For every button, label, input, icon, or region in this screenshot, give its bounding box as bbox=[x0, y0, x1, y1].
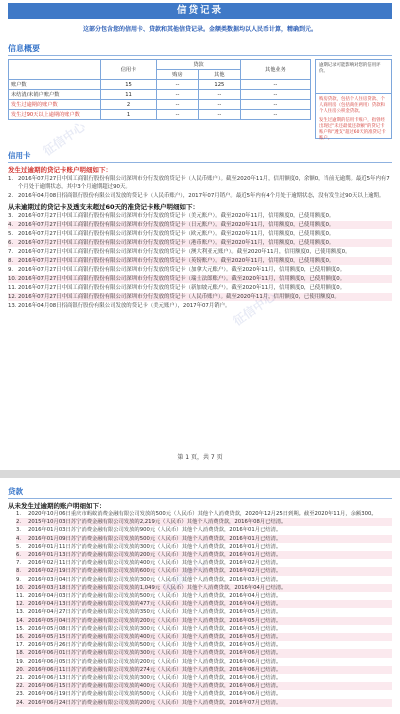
list-item-text: 2016年03月04日苏宁消费金融有限公司发放的300元（人民币）其他个人消费贷款，2016年03月已结清。 bbox=[28, 576, 282, 583]
list-item-number: 7. bbox=[8, 249, 14, 255]
list-item bbox=[8, 175, 392, 191]
list-item bbox=[8, 275, 392, 283]
list-item bbox=[16, 551, 392, 559]
list-item-number: 20. bbox=[16, 666, 25, 673]
loan-no-overdue-head: 从未发生过逾期的账户明细如下： bbox=[8, 502, 106, 510]
list-item bbox=[16, 518, 392, 526]
summary-cell-credit-card: 11 bbox=[101, 90, 157, 100]
watermark: 征信中心 bbox=[230, 289, 278, 329]
page-subtitle: 这部分包含您的信用卡、贷款和其他信贷记录。金额类数据均以人民币计算，精确到元。 bbox=[82, 26, 317, 33]
summary-section-title: 信息概要 bbox=[8, 43, 392, 56]
list-item-number: 14. bbox=[16, 617, 25, 624]
list-item-number: 19. bbox=[16, 658, 25, 665]
list-item-text: 2016年07月27日中国工商银行股份有限公司深圳市分行发放的贷记卡（人民币账户）。截至2020年11月，信用额度0，已使用额度0。 bbox=[18, 294, 340, 300]
list-item-number: 12. bbox=[8, 294, 17, 300]
overdue-head: 发生过逾期的贷记卡账户明细如下： bbox=[8, 166, 112, 174]
note-upper: 逾期记录可能影响对您的信用评价。 bbox=[316, 60, 391, 94]
loan-list bbox=[0, 510, 400, 707]
list-item bbox=[8, 248, 392, 256]
list-item bbox=[8, 230, 392, 238]
list-item-text: 2016年06月15日苏宁消费金融有限公司发放的400元（人民币）其他个人消费贷款，2016年06月已结清。 bbox=[28, 683, 282, 690]
list-item bbox=[16, 526, 392, 534]
list-item bbox=[16, 617, 392, 625]
list-item bbox=[8, 293, 392, 301]
list-item-text: 2016年05月26日苏宁消费金融有限公司发放的500元（人民币）其他个人消费贷款，2016年05月已结清。 bbox=[28, 642, 282, 649]
list-item-number: 5. bbox=[16, 543, 22, 550]
list-item-number: 10. bbox=[8, 276, 17, 282]
summary-cell-other-loan: -- bbox=[198, 100, 240, 110]
list-item-text: 2016年05月15日苏宁消费金融有限公司发放的400元（人民币）其他个人消费贷款，2016年05月已结清。 bbox=[28, 634, 282, 641]
list-item-number: 4. bbox=[16, 535, 22, 542]
summary-cell-other-business: -- bbox=[240, 110, 310, 120]
list-item-text: 2016年03月18日苏宁消费金融有限公司发放的1,049元（人民币）其他个人消费贷款，2016年04月已结清。 bbox=[28, 584, 287, 591]
list-item-number: 18. bbox=[16, 650, 25, 657]
col-other-business: 其他业务 bbox=[240, 60, 310, 80]
list-item-number: 17. bbox=[16, 642, 25, 649]
no-overdue-list bbox=[0, 212, 400, 310]
list-item bbox=[16, 543, 392, 551]
list-item-number: 6. bbox=[8, 240, 14, 246]
list-item-number: 13. bbox=[8, 303, 17, 309]
summary-cell-other-loan: -- bbox=[198, 90, 240, 100]
summary-cell-credit-card: 1 bbox=[101, 110, 157, 120]
list-item-text: 2016年05月08日苏宁消费金融有限公司发放的300元（人民币）其他个人消费贷款，2016年05月已结清。 bbox=[28, 625, 282, 632]
list-item-number: 16. bbox=[16, 634, 25, 641]
list-item bbox=[8, 266, 392, 274]
col-loan: 贷款 bbox=[157, 60, 241, 70]
list-item-text: 2015年10月03日苏宁消费金融有限公司发放的2,219元（人民币）其他个人消费贷款，2016年08月已结清。 bbox=[28, 519, 287, 526]
list-item bbox=[16, 576, 392, 584]
list-item bbox=[8, 221, 392, 229]
list-item-text: 2016年07月27日中国工商银行股份有限公司深圳市分行发放的贷记卡（港币账户）。截至2020年11月，信用额度0，已使用额度0。 bbox=[18, 240, 335, 246]
list-item-text: 2020年10月06日重庆市蚂蚁消费金融有限公司发放的500元（人民币）其他个人消费贷款，2020年12月25日到期。截至2020年11月，余额300。 bbox=[28, 511, 377, 517]
summary-cell-other-business: -- bbox=[240, 100, 310, 110]
credit-card-section-title: 信用卡 bbox=[8, 150, 392, 163]
summary-row-label: 账户数 bbox=[9, 80, 101, 90]
list-item-text: 2016年02月19日苏宁消费金融有限公司发放的600元（人民币）其他个人消费贷款，2016年02月已结清。 bbox=[28, 568, 282, 575]
summary-row-label: 发生过逾期的账户数 bbox=[9, 100, 101, 110]
summary-row bbox=[9, 80, 311, 90]
list-item-text: 2016年04月03日苏宁消费金融有限公司发放的500元（人民币）其他个人消费贷款，2016年04月已结清。 bbox=[28, 593, 282, 600]
list-item-text: 2016年06月24日苏宁消费金融有限公司发放的200元（人民币）其他个人消费贷款，2016年07月已结清。 bbox=[28, 699, 282, 706]
watermark: 征信中心 bbox=[40, 119, 88, 159]
watermark: 征信中心 bbox=[160, 557, 208, 597]
list-item-number: 23. bbox=[16, 691, 25, 698]
list-item bbox=[16, 608, 392, 616]
list-item bbox=[16, 510, 392, 518]
list-item bbox=[16, 559, 392, 567]
overdue-list bbox=[0, 175, 400, 200]
list-item bbox=[8, 212, 392, 220]
list-item-text: 2016年07月27日中国工商银行股份有限公司深圳市分行发放的贷记卡（英镑账户）。截至2020年11月，信用额度0，已使用额度0。 bbox=[18, 258, 335, 264]
loan-section-title: 贷款 bbox=[8, 486, 392, 499]
list-item-text: 2016年04月27日苏宁消费金融有限公司发放的350元（人民币）其他个人消费贷款，2016年05月已结清。 bbox=[28, 609, 282, 616]
list-item-text: 2016年04月08日招商银行股份有限公司发放的贷记卡（美元账户），2017年07月销户。 bbox=[18, 303, 231, 309]
summary-cell-other-business: -- bbox=[240, 80, 310, 90]
list-item-number: 5. bbox=[8, 231, 14, 237]
list-item-text: 2016年06月19日苏宁消费金融有限公司发放的500元（人民币）其他个人消费贷款，2016年06月已结清。 bbox=[28, 691, 282, 698]
list-item bbox=[8, 239, 392, 247]
summary-row-label: 发生过90天以上逾期的账户数 bbox=[9, 110, 101, 120]
list-item bbox=[16, 649, 392, 657]
list-item bbox=[16, 584, 392, 592]
list-item-number: 13. bbox=[16, 609, 25, 616]
list-item-number: 10. bbox=[16, 584, 25, 591]
list-item bbox=[16, 641, 392, 649]
list-item bbox=[16, 666, 392, 674]
page-number: 第 1 页，共 7 页 bbox=[177, 454, 223, 461]
summary-block bbox=[8, 59, 392, 139]
summary-row bbox=[9, 90, 311, 100]
summary-cell-other-loan: 125 bbox=[198, 80, 240, 90]
list-item-text: 2016年07月27日中国工商银行股份有限公司深圳市分行发放的贷记卡（美元账户）。截至2020年11月，信用额度0，已使用额度0。 bbox=[18, 213, 335, 219]
list-item-number: 8. bbox=[16, 568, 22, 575]
summary-row bbox=[9, 110, 311, 120]
summary-table bbox=[8, 59, 311, 120]
list-item-text: 2016年05月04日苏宁消费金融有限公司发放的200元（人民币）其他个人消费贷款，2016年05月已结清。 bbox=[28, 617, 282, 624]
summary-cell-house-loan: -- bbox=[157, 80, 199, 90]
summary-cell-house-loan: -- bbox=[157, 90, 199, 100]
list-item bbox=[16, 699, 392, 707]
list-item-number: 11. bbox=[8, 285, 17, 291]
list-item bbox=[16, 567, 392, 575]
summary-cell-house-loan: -- bbox=[157, 100, 199, 110]
list-item-text: 2016年02月11日苏宁消费金融有限公司发放的400元（人民币）其他个人消费贷款，2016年02月已结清。 bbox=[28, 560, 282, 567]
summary-cell-other-business: -- bbox=[240, 90, 310, 100]
note-lower bbox=[316, 94, 391, 148]
list-item-text: 2016年06月05日苏宁消费金融有限公司发放的200元（人民币）其他个人消费贷款，2016年06月已结清。 bbox=[28, 658, 282, 665]
list-item-number: 7. bbox=[16, 560, 22, 567]
list-item bbox=[16, 535, 392, 543]
list-item-number: 4. bbox=[8, 222, 14, 228]
list-item-number: 21. bbox=[16, 675, 25, 682]
list-item-text: 2016年07月27日中国工商银行股份有限公司深圳市分行发放的贷记卡（瑞士法郎账户）。截至2020年11月，信用额度0，已使用额度0。 bbox=[18, 276, 346, 282]
summary-row-label: 未结清/未销户账户数 bbox=[9, 90, 101, 100]
list-item-text: 2016年07月27日中国工商银行股份有限公司深圳市分行发放的贷记卡（日元账户）。截至2020年11月，信用额度0，已使用额度0。 bbox=[18, 222, 335, 228]
list-item-number: 1. bbox=[8, 176, 14, 182]
list-item-text: 2016年04月08日招商银行股份有限公司发放的贷记卡（人民币账户），2017年07月销户。最近5年内有4个月处于逾期状态，没有发生过90天以上逾期。 bbox=[18, 193, 385, 199]
list-item bbox=[16, 600, 392, 608]
list-item-text: 2016年01月09日苏宁消费金融有限公司发放的500元（人民币）其他个人消费贷款，2016年01月已结清。 bbox=[28, 535, 282, 542]
summary-notes bbox=[315, 59, 392, 139]
summary-row bbox=[9, 100, 311, 110]
col-credit-card: 信用卡 bbox=[101, 60, 157, 80]
list-item bbox=[8, 192, 392, 200]
list-item-number: 24. bbox=[16, 699, 25, 706]
list-item bbox=[16, 633, 392, 641]
note-lower-line: 购房贷款，包括个人住房贷款、个人商用房（包括商住两用）贷款和个人住房公积金贷款。 bbox=[319, 97, 385, 114]
list-item-text: 2016年06月11日苏宁消费金融有限公司发放的274元（人民币）其他个人消费贷款，2016年06月已结清。 bbox=[28, 666, 282, 673]
list-item-number: 3. bbox=[8, 213, 14, 219]
col-other-loan: 其他 bbox=[198, 70, 240, 80]
list-item bbox=[16, 690, 392, 698]
summary-cell-credit-card: 15 bbox=[101, 80, 157, 90]
list-item bbox=[16, 682, 392, 690]
list-item bbox=[16, 592, 392, 600]
note-lower-line: 发生过逾期的信用卡账户，指曾经出现过"未还最低还款额"的贷记卡账户和"透支"超过60天的准贷记卡账户。 bbox=[319, 118, 386, 141]
list-item-number: 2. bbox=[16, 519, 22, 526]
summary-cell-credit-card: 2 bbox=[101, 100, 157, 110]
list-item-number: 11. bbox=[16, 593, 25, 600]
list-item-number: 2. bbox=[8, 193, 14, 199]
summary-cell-other-loan: -- bbox=[198, 110, 240, 120]
list-item-text: 2016年07月27日中国工商银行股份有限公司深圳市分行发放的贷记卡（加拿大元账户）。截至2020年11月，信用额度0，已使用额度0。 bbox=[18, 267, 346, 273]
summary-cell-house-loan: -- bbox=[157, 110, 199, 120]
list-item-number: 1. bbox=[16, 511, 22, 517]
col-house-loan: 购房 bbox=[157, 70, 199, 80]
list-item-number: 9. bbox=[8, 267, 14, 273]
page-title: 信贷记录 bbox=[8, 3, 392, 19]
list-item-number: 22. bbox=[16, 683, 25, 690]
list-item-text: 2016年07月27日中国工商银行股份有限公司深圳市分行发放的贷记卡（欧元账户）。截至2020年11月，信用额度0，已使用额度0。 bbox=[18, 231, 335, 237]
list-item-number: 6. bbox=[16, 552, 22, 559]
list-item bbox=[8, 284, 392, 292]
list-item-text: 2016年06月01日苏宁消费金融有限公司发放的300元（人民币）其他个人消费贷款，2016年06月已结清。 bbox=[28, 650, 282, 657]
list-item-text: 2016年01月13日苏宁消费金融有限公司发放的200元（人民币）其他个人消费贷款，2016年01月已结清。 bbox=[28, 552, 282, 559]
list-item-text: 2016年07月27日中国工商银行股份有限公司深圳市分行发放的贷记卡（新加坡元账户）。截至2020年11月，信用额度0，已使用额度0。 bbox=[18, 285, 346, 291]
list-item-text: 2016年07月27日中国工商银行股份有限公司深圳市分行发放的贷记卡（人民币账户）。截至2020年11月，信用额度0，余额0，当前无逾期。最近5年内有7个月处于逾期状态，其中3个月逾期超过90天。 bbox=[18, 176, 390, 190]
list-item bbox=[16, 658, 392, 666]
summary-corner-cell bbox=[9, 60, 101, 80]
list-item bbox=[16, 674, 392, 682]
list-item-number: 15. bbox=[16, 625, 25, 632]
list-item bbox=[16, 625, 392, 633]
list-item-text: 2016年01月11日苏宁消费金融有限公司发放的300元（人民币）其他个人消费贷款，2016年01月已结清。 bbox=[28, 543, 282, 550]
list-item-number: 8. bbox=[8, 258, 14, 264]
list-item-text: 2016年04月13日苏宁消费金融有限公司发放的477元（人民币）其他个人消费贷款，2016年04月已结清。 bbox=[28, 601, 282, 608]
list-item-number: 12. bbox=[16, 601, 25, 608]
list-item-text: 2016年06月13日苏宁消费金融有限公司发放的300元（人民币）其他个人消费贷款，2016年06月已结清。 bbox=[28, 675, 282, 682]
list-item bbox=[8, 257, 392, 265]
list-item-text: 2016年07月27日中国工商银行股份有限公司深圳市分行发放的贷记卡（澳大利亚元账户）。截至2020年11月，信用额度0，已使用额度0。 bbox=[18, 249, 351, 255]
list-item-number: 3. bbox=[16, 527, 22, 534]
no-overdue-head: 从未逾期过的贷记卡及透支未超过60天的准贷记卡账户明细如下： bbox=[8, 203, 200, 211]
list-item-number: 9. bbox=[16, 576, 22, 583]
report-page-2 bbox=[0, 478, 400, 714]
list-item bbox=[8, 302, 392, 310]
list-item-text: 2016年01月03日苏宁消费金融有限公司发放的900元（人民币）其他个人消费贷款，2016年01月已结清。 bbox=[28, 527, 282, 534]
